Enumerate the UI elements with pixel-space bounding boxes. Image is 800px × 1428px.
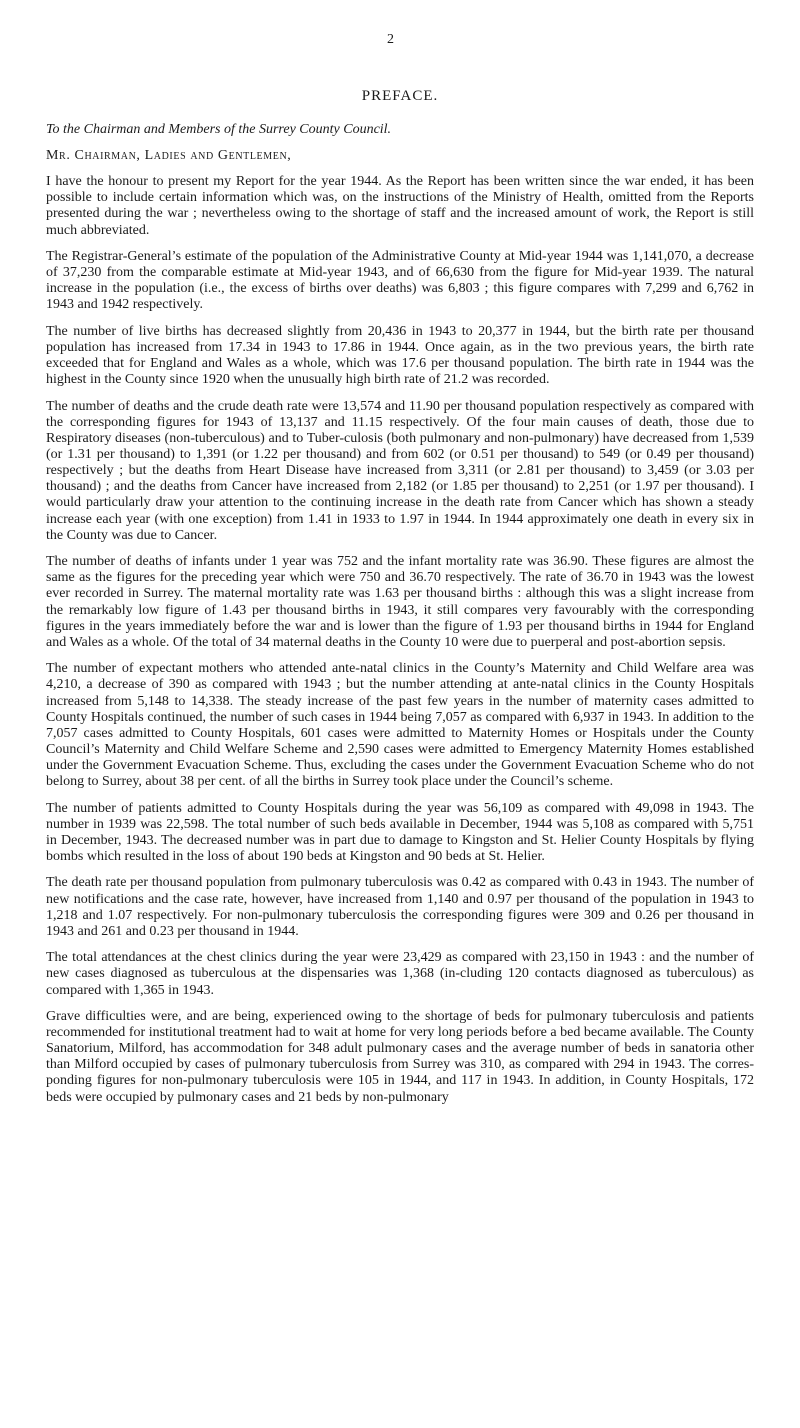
paragraph-maternity: The number of expectant mothers who attended ante-natal clinics in the County’s Maternity and Child Welfare area was 4,210, a decrease of 390 as compared with 1943 ; but the number attending at ante-natal clinics in the County Hospitals increased from 5,148 to 14,338. The steady increase of the past few years in the number of maternity cases admitted to County Hospitals continued, the number of such cases in 1944 being 7,057 as compared with 6,937 in 1943. In addition to the 7,057 cases admitted to County Hospitals, 601 cases were admitted to Maternity Homes or Hospitals under the County Council’s Maternity and Child Welfare Scheme and 2,590 cases were admitted to Emergency Maternity Homes established under the Government Evacuation Scheme. Thus, excluding the cases under the Government Evacuation Scheme who do not belong to Surrey, about 38 per cent. of all the births in Surrey took place under the Council’s scheme. — [46, 661, 754, 789]
paragraph-hospital-admissions: The number of patients admitted to County Hospitals during the year was 56,109 as compared with 49,098 in 1943. The number in 1939 was 22,598. The total number of such beds available in December, 1944 was 5,108 as compared with 5,751 in December, 1943. The decreased number was in part due to damage to Kingston and St. Helier County Hospitals by flying bombs which resulted in the loss of about 190 beds at Kingston and 90 beds at St. Helier. — [46, 800, 754, 864]
paragraph-deaths: The number of deaths and the crude death rate were 13,574 and 11.90 per thousand population respectively as compared with the corresponding figures for 1943 of 13,137 and 11.15 respectively. Of the four main causes of death, those due to Respiratory diseases (non-tuberculous) and to Tuber-culosis (both pulmonary and non-pulmonary) have decreased from 1,539 (or 1.31 per thousand) to 1,391 (or 1.22 per thousand) and from 602 (or 0.51 per thousand) to 549 (or 0.49 per thousand) respectively ; but the deaths from Heart Disease have increased from 3,311 (or 2.81 per thousand) to 3,459 (or 3.03 per thousand) ; and the deaths from Cancer have increased from 2,182 (or 1.85 per thousand) to 2,251 (or 1.97 per thousand). I would particularly draw your attention to the continuing increase in the death rate from Cancer which has shown a steady increase each year (with one exception) from 1.41 in 1933 to 1.97 in 1944. In 1944 approximately one death in every six in the County was due to Cancer. — [46, 398, 754, 543]
salutation-line: Mr. Chairman, Ladies and Gentlemen, — [46, 148, 292, 164]
paragraph-tuberculosis-rates: The death rate per thousand population from pulmonary tuberculosis was 0.42 as compared with 0.43 in 1943. The number of new notifications and the case rate, however, have increased from 1,140 and 0.97 per thousand of the population in 1943 to 1,218 and 1.07 respectively. For non-pulmonary tuberculosis the corresponding figures were 309 and 0.26 per thousand in 1943 and 261 and 0.23 per thousand in 1944. — [46, 875, 754, 939]
paragraph-bed-shortage: Grave difficulties were, and are being, experienced owing to the shortage of beds for pulmonary tuberculosis and patients recommended for institutional treatment had to wait at home for very long periods before a bed became available. The County Sanatorium, Milford, has accommodation for 348 adult pulmonary cases and the average number of beds in sanatoria other than Milford occupied by cases of pulmonary tuberculosis from Surrey was 310, as compared with 294 in 1943. The corres-ponding figures for non-pulmonary tuberculosis were 105 in 1944, and 117 in 1943. In addition, in County Hospitals, 172 beds were occupied by pulmonary cases and 21 beds by non-pulmonary — [46, 1009, 754, 1105]
addressee-line: To the Chairman and Members of the Surrey County Council. — [46, 122, 392, 138]
paragraph-chest-clinics: The total attendances at the chest clinics during the year were 23,429 as compared with 23,150 in 1943 : and the number of new cases diagnosed as tuberculous at the dispensaries was 1,368 (in-cluding 120 contacts diagnosed as tuberculous) as compared with 1,365 in 1943. — [46, 950, 754, 998]
page-title: PREFACE. — [361, 88, 439, 104]
paragraph-infant-mortality: The number of deaths of infants under 1 year was 752 and the infant mortality rate was 36.90. These figures are almost the same as the figures for the preceding year which were 750 and 36.70 respectively. The rate of 36.70 in 1943 was the lowest ever recorded in Surrey. The maternal mortality rate was 1.63 per thousand births : although this was a slight increase from the remarkably low figure of 1.43 per thousand births in 1943, it still compares very favourably with the corresponding figures in the years immediately before the war and is lower than the figure of 1.93 per thousand births in 1944 for England and Wales as a whole. Of the total of 34 maternal deaths in the County 10 were due to puerperal and post-abortion sepsis. — [46, 554, 754, 650]
page-number: 2 — [387, 32, 394, 47]
paragraph-live-births: The number of live births has decreased slightly from 20,436 in 1943 to 20,377 in 1944, but the birth rate per thousand population has increased from 17.34 in 1943 to 17.86 in 1944. Once again, as in the two previous years, the birth rate exceeded that for England and Wales as a whole, which was 17.6 per thousand population. The birth rate in 1944 was the highest in the County since 1920 when the unusually high birth rate of 21.2 was recorded. — [46, 324, 754, 388]
paragraph-population: The Registrar-General’s estimate of the population of the Administrative County at Mid-year 1944 was 1,141,070, a decrease of 37,230 from the comparable estimate at Mid-year 1943, and of 66,630 from the figure for Mid-year 1939. The natural increase in the population (i.e., the excess of births over deaths) was 6,803 ; this figure compares with 7,299 and 6,762 in 1943 and 1942 respectively. — [46, 249, 754, 313]
paragraph-introduction: I have the honour to present my Report for the year 1944. As the Report has been written since the war ended, it has been possible to include certain information which was, on the instructions of the Ministry of Health, omitted from the Reports presented during the war ; nevertheless owing to the shortage of staff and the increased amount of work, the Report is still much abbreviated. — [46, 174, 754, 238]
